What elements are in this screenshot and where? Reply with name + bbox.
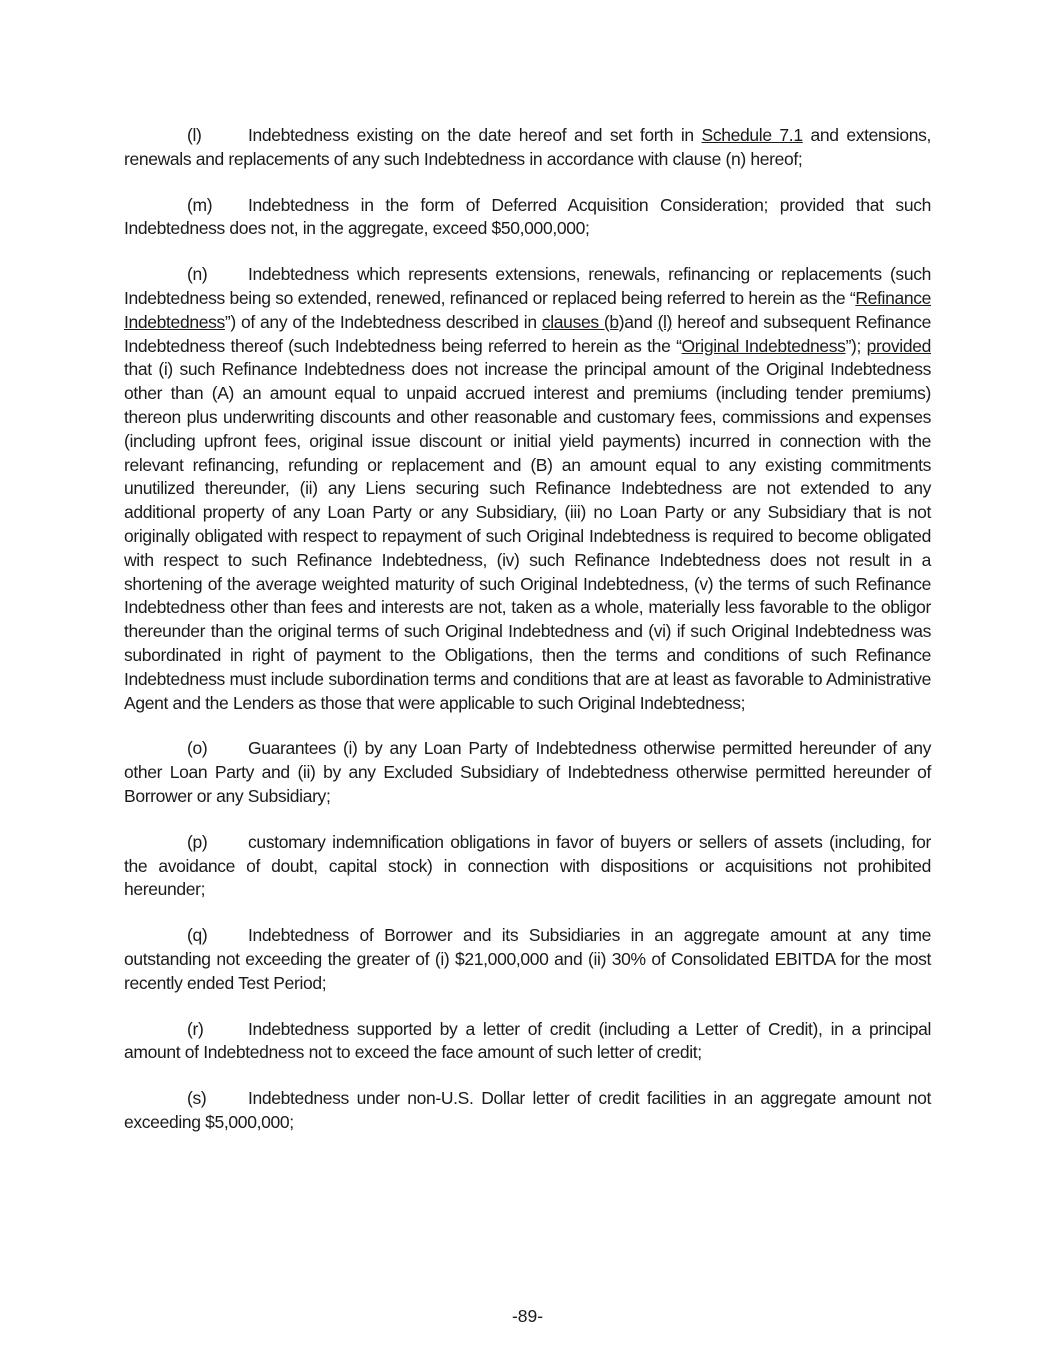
clause-label: (q) [187, 925, 208, 946]
clause-reference: (l) [657, 311, 673, 332]
clause-label: (r) [187, 1018, 204, 1039]
clause-text: Indebtedness which represents extensions, renewals, refinancing or replacements (such Indebtedness being so extended, renewed, refinanced or replaced being referred to herein as the “ [124, 264, 931, 308]
clause-text: Indebtedness of Borrower and its Subsidiaries in an aggregate amount at any time outstanding not exceeding the greater of (i) $21,000,000 and (ii) 30% of Consolidated EBITDA for the most recently ended Test Period; [124, 925, 931, 993]
clause-p [124, 831, 931, 902]
clause-label: (l) [187, 125, 202, 145]
clause-reference: clauses (b) [541, 311, 625, 332]
defined-term: Original Indebtedness [681, 335, 846, 356]
clause-m [124, 194, 931, 242]
clause-label: (o) [187, 738, 208, 759]
clause-r [124, 1018, 931, 1066]
clause-text: Indebtedness under non-U.S. Dollar letter of credit facilities in an aggregate amount not exceeding $5,000,000; [124, 1088, 931, 1132]
clause-label: (m) [187, 194, 213, 215]
clause-text: that (i) such Refinance Indebtedness does not increase the principal amount of the Original Indebtedness other than (A) an amount equal to unpaid accrued interest and premiums (including tender premiums) thereon plus underwriting discounts and other reasonable and customary fees, commissions and expenses (including upfront fees, original issue discount or initial yield payments) incurred in connection with the relevant refinancing, refunding or replacement and (B) an amount equal to any existing commitments unutilized thereunder, (ii) any Liens securing such Refinance Indebtedness are not extended to any additional property of any Loan Party or any Subsidiary, (iii) no Loan Party or any Subsidiary that is not originally obligated with respect to repayment of such Original Indebtedness is required to become obligated with respect to such Refinance Indebtedness, (iv) such Refinance Indebtedness does not result in a shortening of the average weighted maturity of such Original Indebtedness, (v) the terms of such Refinance Indebtedness other than fees and interests are not, taken as a whole, materially less favorable to the obligor thereunder than the original terms of such Original Indebtedness and (vi) if such Original Indebtedness was subordinated in right of payment to the Obligations, then the terms and conditions of such Refinance Indebtedness must include subordination terms and conditions that are at least as favorable to Administrative Agent and the Lenders as those that were applicable to such Original Indebtedness; [124, 359, 931, 713]
clause-text: Guarantees (i) by any Loan Party of Indebtedness otherwise permitted hereunder of any other Loan Party and (ii) by any Excluded Subsidiary of Indebtedness otherwise permitted hereunder of Borrower or any Subsidiary; [124, 738, 931, 806]
proviso-term: provided [866, 335, 931, 356]
clause-label: (s) [187, 1088, 207, 1109]
clause-text: customary indemnification obligations in favor of buyers or sellers of assets (including, for the avoidance of doubt, capital stock) in connection with dispositions or acquisitions not prohibited hereunder; [124, 831, 931, 900]
clause-l [124, 124, 931, 172]
clause-s [124, 1087, 931, 1135]
clause-text: Indebtedness existing on the date hereof and set forth in [248, 125, 702, 145]
page-number: -89- [511, 1306, 544, 1326]
schedule-reference: Schedule 7.1 [701, 125, 803, 145]
clause-text: Indebtedness supported by a letter of credit (including a Letter of Credit), in a principal amount of Indebtedness not to exceed the face amount of such letter of credit; [124, 1018, 931, 1063]
clause-n [124, 263, 931, 715]
clause-o [124, 737, 931, 808]
clause-text: Indebtedness in the form of Deferred Acquisition Consideration; provided that such Indebtedness does not, in the aggregate, exceed $50,000,000; [124, 194, 931, 239]
document-page [124, 124, 931, 1157]
clause-label: (p) [187, 831, 208, 852]
clause-text: and extensions, renewals and replacements of any such Indebtedness in accordance with clause (n) hereof; [124, 125, 931, 169]
clause-label: (n) [187, 264, 208, 285]
defined-term: Refinance Indebtedness [124, 287, 931, 332]
clause-text: and [624, 311, 658, 332]
clause-text: ”) of any of the Indebtedness described in [224, 311, 542, 332]
clause-q [124, 924, 931, 995]
clause-text: hereof and subsequent Refinance Indebtedness thereof (such Indebtedness being referred to herein as the “ [124, 311, 931, 356]
clause-text: ”); [845, 335, 867, 356]
